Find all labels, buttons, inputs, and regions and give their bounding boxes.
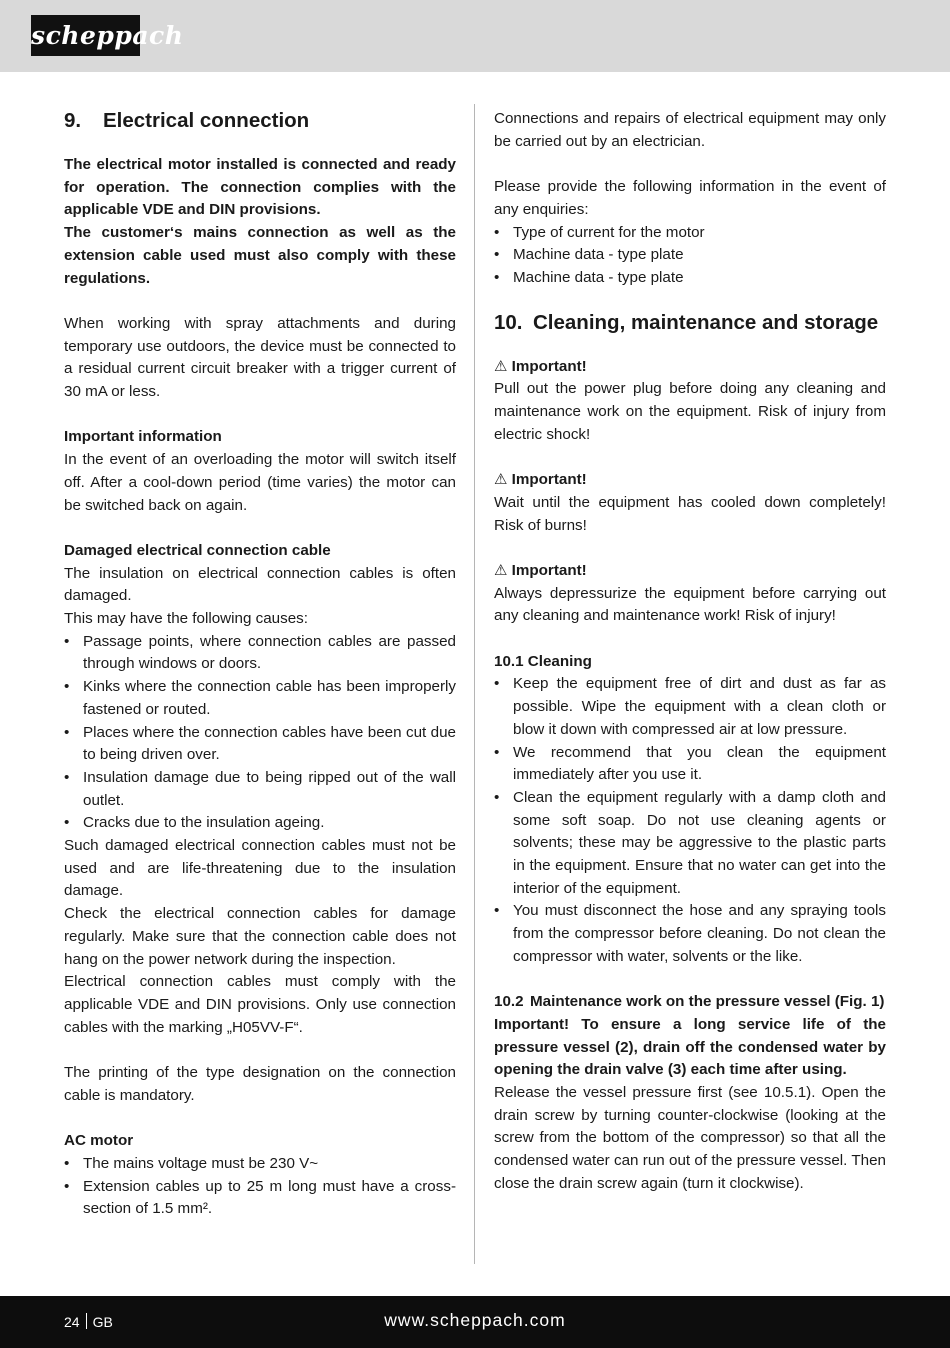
section-number: 9. [64,109,82,132]
website-url: www.scheppach.com [384,1310,566,1330]
intro-bold-paragraph: The electrical motor installed is connected and ready for operation. The connection complies with the applicable VDE and DIN provisions. [64,156,456,219]
page-footer [0,1296,950,1348]
cleaning-list [494,673,886,968]
list-item: • Places where the connection cables have been cut due to being driven over. [64,722,456,767]
language-code: GB [92,1314,113,1330]
warning-text-power-plug: Pull out the power plug before doing any cleaning and maintenance work on the equipment. Risk of injury from electric shock! [494,380,886,443]
list-item: • Clean the equipment regularly with a damp cloth and some soft soap. Do not use cleaning agents or solvents; these may be aggressive to the plastic parts in the equipment. Ensure that no water can get into the interior of the equipment. [494,787,886,901]
list-item: • The mains voltage must be 230 V~ [64,1153,456,1176]
left-column [64,108,456,1221]
list-item: • Keep the equipment free of dirt and dust as far as possible. Wipe the equipment with a clean cloth or blow it down with compressed air at low pressure. [494,673,886,741]
damaged-cable-text: The insulation on electrical connection cables is often damaged. [64,564,456,605]
check-cables-text: Check the electrical connection cables for damage regularly. Make sure that the connection cable does not hang on the power network during the inspection. [64,905,456,968]
cleaning-title: 10.1 Cleaning [494,652,592,670]
maintenance-text: Release the vessel pressure first (see 10.5.1). Open the drain screw by turning counter-clockwise (looking at the screw from the bottom of the compressor) so that all the condensed water can run out of the pressure vessel. Then close the drain screw again (turn it clockwise). [494,1084,886,1192]
maintenance-important-text: Important! To ensure a long service life of the pressure vessel (2), drain off the condensed water by opening the drain valve (3) each time after using. [494,1015,886,1079]
ac-motor-list [64,1153,456,1221]
right-column [494,108,886,1196]
cable-compliance-text: Electrical connection cables must comply with the applicable VDE and DIN provisions. Only use connection cables with the marking „H05VV-F“. [64,973,456,1036]
section-9-heading [64,108,456,134]
warning-triangle-icon: ⚠ [494,471,508,489]
intro-bold-paragraph-2: The customer‘s mains connection as well as the extension cable used must also comply with these regulations. [64,224,456,287]
important-info-title: Important information [64,428,222,446]
spray-paragraph: When working with spray attachments and during temporary use outdoors, the device must be connected to a residual current circuit breaker with a trigger current of 30 mA or less. [64,314,456,401]
list-item: • Cracks due to the insulation ageing. [64,812,456,835]
ac-motor-title: AC motor [64,1132,134,1150]
warning-triangle-icon: ⚠ [494,561,508,579]
repairs-text: Connections and repairs of electrical equipment may only be carried out by an electrician. [494,110,886,150]
enquiries-text: Please provide the following information in the event of any enquiries: [494,178,886,218]
section-title: Cleaning, maintenance and storage [533,310,879,334]
damaged-cable-causes-intro: This may have the following causes: [64,610,308,628]
damaged-warning-text: Such damaged electrical connection cables must not be used and are life-threatening due to the insulation damage. [64,837,456,900]
damaged-cable-title: Damaged electrical connection cable [64,541,331,559]
enquiries-list [494,222,886,290]
warning-heading [494,356,886,379]
warning-text-depressurize: Always depressurize the equipment before carrying out any cleaning and maintenance work! Risk of injury! [494,584,886,625]
list-item: • Type of current for the motor [494,222,886,245]
list-item: • Kinks where the connection cable has been improperly fastened or routed. [64,676,456,721]
list-item: • Extension cables up to 25 m long must have a cross-section of 1.5 mm². [64,1176,456,1221]
column-divider [474,104,475,1264]
list-item: • Insulation damage due to being ripped out of the wall outlet. [64,767,456,812]
warning-label: Important! [511,561,587,579]
section-number: 10. [494,310,523,334]
list-item: • Machine data - type plate [494,244,886,267]
warning-label: Important! [511,471,587,489]
list-item: • We recommend that you clean the equipment immediately after you use it. [494,742,886,787]
warning-text-burns: Wait until the equipment has cooled down completely! Risk of burns! [494,493,886,534]
warning-triangle-icon: ⚠ [494,357,508,375]
section-10-heading [494,310,886,336]
subsection-title: Maintenance work on the pressure vessel (Fig. 1) [530,993,885,1011]
important-info-text: In the event of an overloading the motor will switch itself off. After a cool-down period (time varies) the motor can be switched back on again. [64,451,456,514]
page-header [0,0,950,72]
list-item: • Machine data - type plate [494,267,886,290]
printing-text: The printing of the type designation on the connection cable is mandatory. [64,1064,456,1104]
page-number-value: 24 [64,1314,80,1330]
warning-heading [494,469,886,492]
scheppach-logo: scheppach [31,15,140,56]
warning-label: Important! [511,357,587,375]
list-item: • You must disconnect the hose and any spraying tools from the compressor before cleaning. Do not clean the compressor with water, solvents or the like. [494,900,886,968]
warning-heading [494,560,886,583]
maintenance-title [494,991,886,1014]
section-title: Electrical connection [103,109,310,132]
causes-list [64,631,456,835]
list-item: • Passage points, where connection cables are passed through windows or doors. [64,631,456,676]
subsection-number: 10.2 [494,993,524,1011]
